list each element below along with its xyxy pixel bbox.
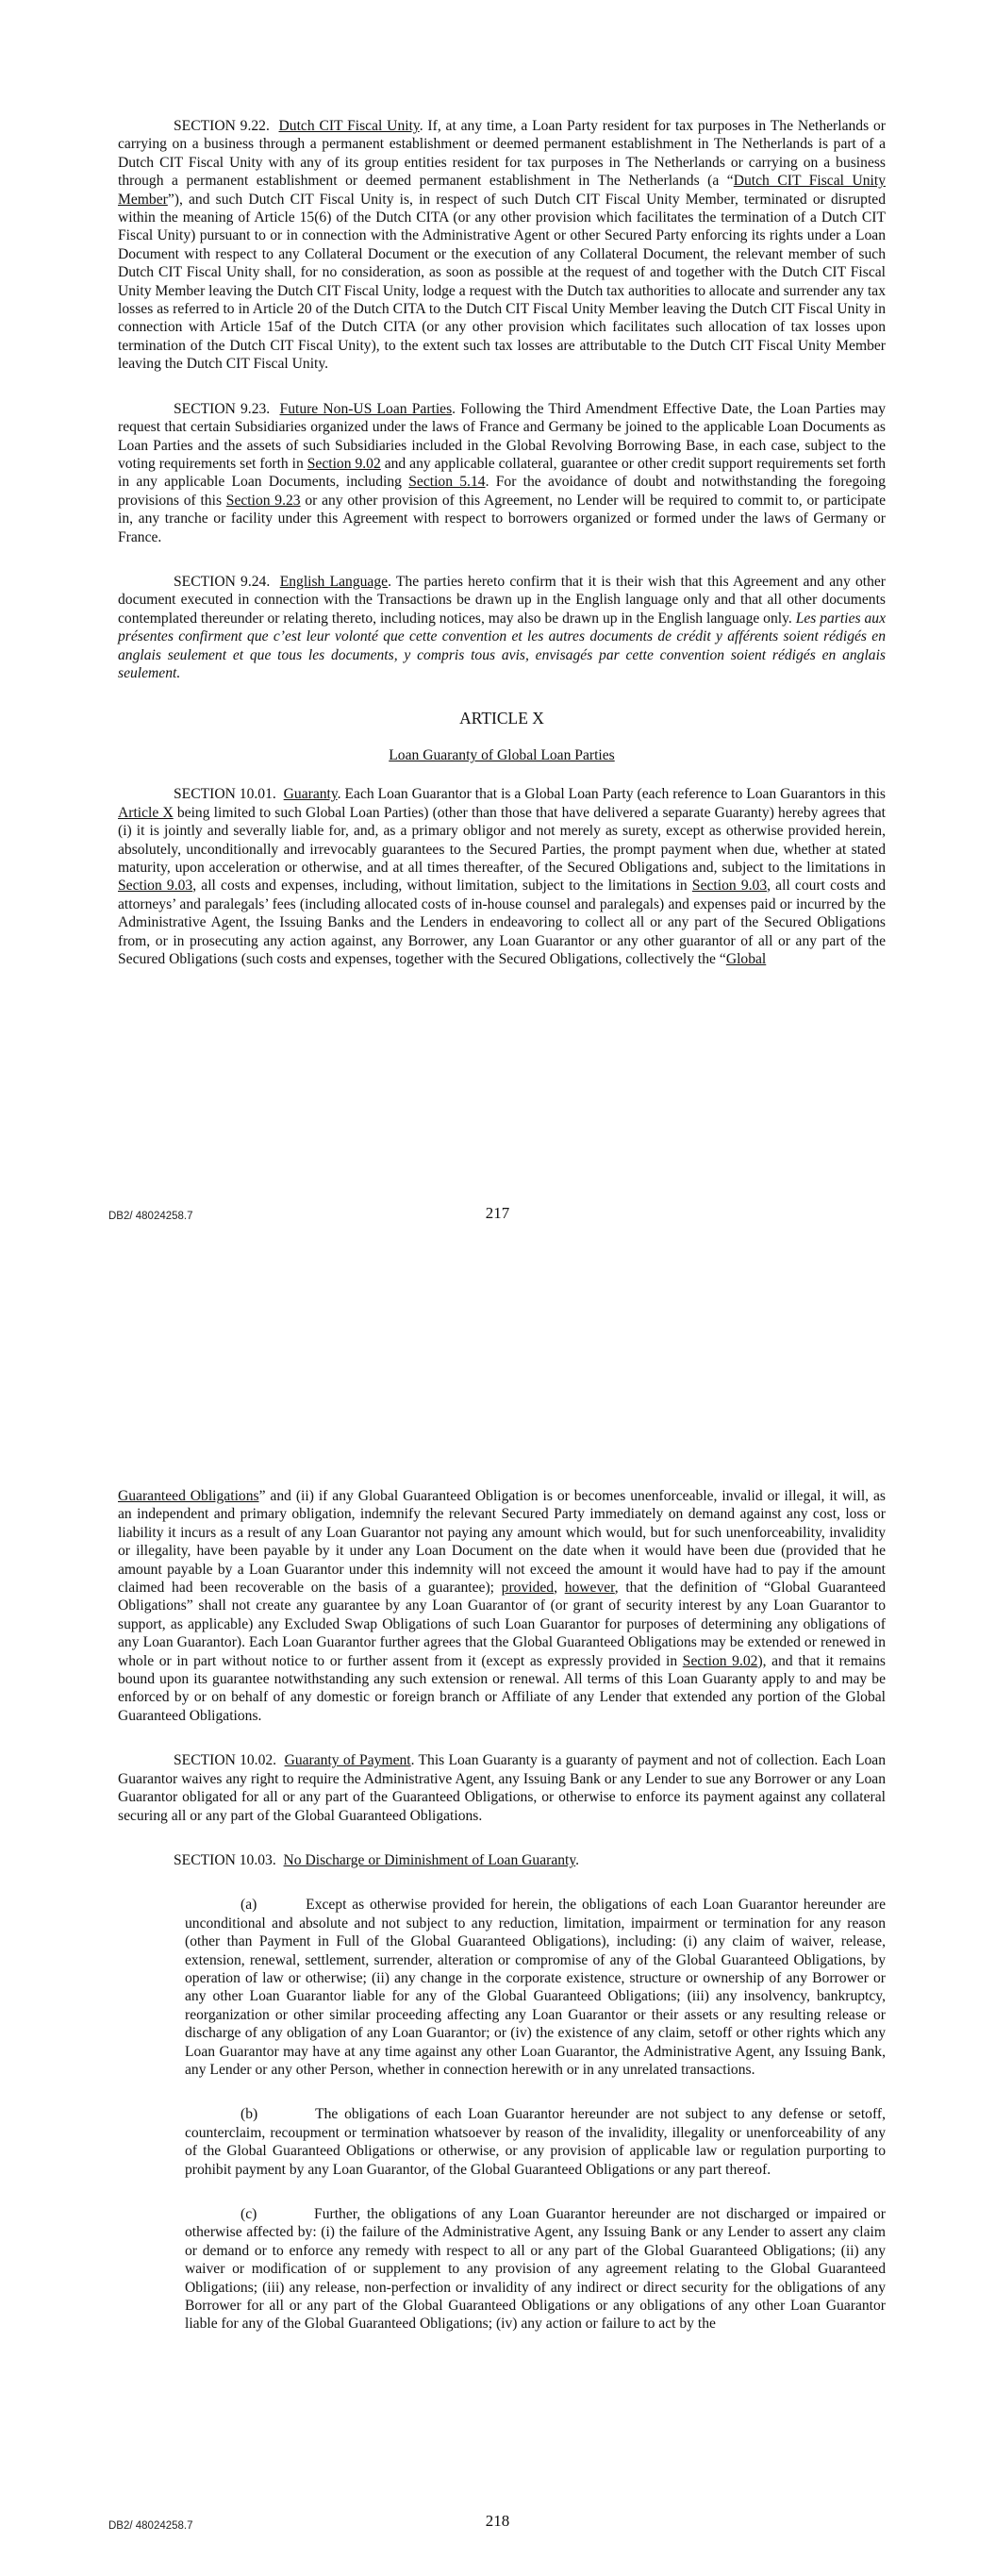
section-9-22-number: SECTION 9.22. — [174, 118, 270, 134]
section-10-02-text: . This Loan Guaranty is a guaranty of payment and not of collection. Each Loan Guarantor waives any right to require the Administrative Agent, any Issuing Bank or any Lender to sue any Borrower or any Loan Guarantor obligated for all or any part of the Guaranteed Obligations, or otherwise to enforce its payment against any collateral securing all or any part of the Global Guaranteed Obligations. — [118, 1752, 886, 1824]
section-10-01-cont-text-1: ” and (ii) if any Global Guaranteed Obligation is or becomes unenforceable, invalid or illegal, it will, as an independent and primary obligation, indemnify the relevant Secured Party immediately on demand against any cost, loss or liability it incurs as a result of any Loan Guarantor not paying any amount which would, but for such unenforceability, invalidity or illegality, have been payable by it under any Loan Document on the date when it would have been due (provided that he amount payable by a Loan Guarantor under this indemnity will not exceed the amount it would have had to pay if the amount claimed had been recoverable on the basis of a guarantee); — [118, 1488, 886, 1597]
page-218 — [0, 1288, 995, 2576]
cross-ref-article-x: Article X — [118, 804, 174, 821]
cross-ref-section-9-23: Section 9.23 — [225, 492, 301, 509]
section-10-01-text-4: , all court costs and attorneys’ and paralegals’ fees (including allocated costs of in-house counsel and paralegals) and expenses paid or incurred by the Administrative Agent, the Issuing Banks and the Lenders in endeavoring to collect all or any part of the Secured Obligations from, or in prosecuting any action against, any Borrower, any Loan Guarantor or any other guarantor of all or any part of the Secured Obligations (such costs and expenses, together with the Secured Obligations, collectively the “ — [118, 878, 886, 968]
section-10-01-number: SECTION 10.01. — [174, 786, 276, 803]
clause-a-text: Except as otherwise provided for herein, the obligations of each Loan Guarantor hereunder are unconditional and absolute and not subject to any reduction, limitation, impairment or termination for any reason (other than Payment in Full of the Global Guaranteed Obligations), including: (i) any claim of waiver, release, extension, renewal, settlement, surrender, alteration or compromise of any of the Global Guaranteed Obligations, by operation of law or otherwise; (ii) any change in the corporate existence, structure or ownership of any Borrower or any other Loan Guarantor liable for any of the Global Guaranteed Obligations; (iii) any insolvency, bankruptcy, reorganization or other similar proceeding affecting any Loan Guarantor or their assets or any resulting release or discharge of any obligation of any Loan Guarantor; or (iv) the existence of any claim, setoff or other rights which any Loan Guarantor may have at any time against any other Loan Guarantor, the Administrative Agent, any Issuing Bank, any Lender or any other Person, whether in connection herewith or in any unrelated transactions. — [185, 1897, 886, 2078]
section-9-24-text-1: . The parties hereto confirm that it is their wish that this Agreement and any other document executed in connection with the Transactions be drawn up in the English language only and that all other documents contemplated thereunder or relating thereto, including notices, may also be drawn up in the English language only. — [118, 573, 887, 627]
clause-c — [118, 2205, 886, 2333]
section-9-23-text-4: or any other provision of this Agreement, no Lender will be required to commit to, or participate in, any tranche or facility under this Agreement with respect to borrowers organized or formed under the laws of Germany or France. — [118, 492, 887, 545]
clause-a — [118, 1896, 886, 2079]
clause-c-text: Further, the obligations of any Loan Guarantor hereunder are not discharged or impaired or otherwise affected by: (i) the failure of the Administrative Agent, any Issuing Bank or any Lender to assert any claim or demand or to enforce any remedy with respect to all or any part of the Global Guaranteed Obligations; (ii) any waiver or modification of or supplement to any provision of any agreement relating to the Global Guaranteed Obligations; (iii) any release, non-perfection or invalidity of any indirect or direct security for the obligations of any Borrower for all or any part of the Global Guaranteed Obligations or any obligations of any other Loan Guarantor liable for any of the Global Guaranteed Obligations; (iv) any action or failure to act by the — [185, 2206, 886, 2333]
section-9-24-french-text: Les parties aux présentes confirment que c’est leur volonté que cette convention et les autres documents de crédit y afférents soient rédigés en anglais seulement et que tous les documents, y compris tous avis, envisagés par cette convention soient rédigés en anglais seulement. — [118, 610, 886, 681]
section-9-23-text-2: and any applicable collateral, guarantee or other credit support requirements set forth in any applicable Loan Documents, including — [118, 455, 887, 491]
document-id-footer: DB2/ 48024258.7 — [108, 1211, 193, 1222]
clause-a-label: (a) — [240, 1897, 257, 1914]
section-9-22-text-2: ”), and such Dutch CIT Fiscal Unity is, in respect of such Dutch CIT Fiscal Unity Member, terminated or disrupted within the meaning of Article 15(6) of the Dutch CITA (or any other provision which facilitates the termination of a Dutch CIT Fiscal Unity) pursuant to or in connection with the Administrative Agent or other Secured Party enforcing its rights under a Loan Document with respect to any Collateral Document or the execution of any Collateral Document, the relevant member of such Dutch CIT Fiscal Unity shall, for no consideration, as soon as possible at the request of and together with the Dutch CIT Fiscal Unity Member leaving the Dutch CIT Fiscal Unity, lodge a request with the Dutch tax authorities to allocate and surrender any tax losses as referred to in Article 20 of the Dutch CITA to the Dutch CIT Fiscal Unity Member leaving the Dutch CIT Fiscal Unity in connection with Article 15af of the Dutch CITA (or any other provision which facilitates such allocation of tax losses upon termination of the Dutch CIT Fiscal Unity), to the extent such tax losses are attributable to the Dutch CIT Fiscal Unity Member leaving the Dutch CIT Fiscal Unity. — [118, 191, 886, 373]
defined-term-guaranteed-obligations: Guaranteed Obligations — [118, 1488, 259, 1504]
cross-ref-section-9-03-b: Section 9.03 — [691, 878, 768, 895]
section-9-23-number: SECTION 9.23. — [174, 400, 271, 417]
section-9-22-title: Dutch CIT Fiscal Unity — [278, 118, 420, 134]
section-10-03-number: SECTION 10.03. — [174, 1851, 276, 1868]
section-10-01-continued — [118, 1487, 886, 1725]
section-10-01-cont-text-3: ), and that it remains bound upon its guarantee notwithstanding any such extension or renewal. All terms of this Loan Guaranty apply to and may be enforced by or on behalf of any domestic or foreign branch or Affiliate of any Lender that extended any portion of the Global Guaranteed Obligations. — [118, 1652, 886, 1724]
section-9-23 — [118, 400, 886, 546]
section-10-01-cont-text-2: , that the definition of “Global Guaranteed Obligations” shall not create any guarantee by any Loan Guarantor of (or grant of security interest by any Loan Guarantor to support, as applicable) any Excluded Swap Obligations of such Loan Guarantor for purposes of determining any obligations of any Loan Guarantor). Each Loan Guarantor further agrees that the Global Guaranteed Obligations may be extended or renewed in whole or in part without notice to or further assent from it (except as expressly provided in — [118, 1580, 887, 1669]
section-10-02 — [118, 1751, 886, 1825]
cross-ref-section-9-02: Section 9.02 — [307, 455, 381, 472]
article-subheading-text: Loan Guaranty of Global Loan Parties — [389, 747, 615, 764]
section-9-23-text-3: . For the avoidance of doubt and notwithstanding the foregoing provisions of this — [118, 474, 887, 509]
proviso-provided: provided — [501, 1580, 555, 1597]
clause-b-text: The obligations of each Loan Guarantor hereunder are not subject to any defense or setoff, counterclaim, recoupment or termination whatsoever by reason of the invalidity, illegality or unenforceability of any of the Global Guaranteed Obligations or otherwise, or any provision of applicable law or regulation purporting to prohibit payment by any Loan Guarantor, of the Global Guaranteed Obligations or any part thereof. — [185, 2106, 886, 2178]
document-id-footer: DB2/ 48024258.7 — [108, 2520, 193, 2532]
section-10-02-number: SECTION 10.02. — [174, 1752, 277, 1769]
section-9-23-text-1: . Following the Third Amendment Effective Date, the Loan Parties may request that certain Subsidiaries organized under the laws of France and Germany be joined to the applicable Loan Documents as Loan Parties and the assets of such Subsidiaries included in the Global Revolving Borrowing Base, in each case, subject to the voting requirements set forth in — [118, 400, 886, 472]
section-9-22 — [118, 117, 886, 374]
clause-b — [118, 2105, 886, 2179]
section-10-01-title: Guaranty — [283, 786, 338, 803]
page-number: 218 — [485, 2512, 510, 2530]
section-9-22-text-1: . If, at any time, a Loan Party resident for tax purposes in The Netherlands or carrying on a business through a permanent establishment or deemed permanent establishment in The Netherlands is part of a Dutch CIT Fiscal Unity with any of its group entities resident for tax purposes in The Netherlands or carrying on a business through a permanent establishment or deemed permanent establishment in The Netherlands (a “ — [118, 118, 886, 190]
cross-ref-section-5-14: Section 5.14 — [408, 474, 486, 491]
section-10-03 — [118, 1851, 886, 1869]
section-9-24-number: SECTION 9.24. — [174, 573, 271, 590]
page-218-body — [118, 1487, 886, 2360]
section-10-02-title: Guaranty of Payment — [284, 1752, 411, 1769]
section-10-03-period: . — [575, 1851, 580, 1868]
clause-c-label: (c) — [240, 2206, 257, 2222]
defined-term-dutch-cit-fiscal-unity-member: Dutch CIT Fiscal Unity Member — [118, 173, 886, 208]
section-10-01-text-1: . Each Loan Guarantor that is a Global Loan Party (each reference to Loan Guarantors in this — [337, 786, 886, 803]
clause-b-label: (b) — [240, 2106, 258, 2123]
defined-term-global-start: Global — [725, 951, 767, 968]
article-heading: ARTICLE X — [459, 709, 544, 728]
section-10-03-title: No Discharge or Diminishment of Loan Guaranty — [283, 1851, 576, 1868]
proviso-comma: , — [554, 1580, 565, 1597]
section-9-24-title: English Language — [279, 573, 389, 590]
page-number: 217 — [485, 1204, 510, 1222]
cross-ref-section-9-02-b: Section 9.02 — [682, 1652, 758, 1669]
section-9-23-title: Future Non-US Loan Parties — [279, 400, 453, 417]
page-217-body — [118, 117, 886, 995]
article-subheading — [118, 747, 886, 764]
section-10-01 — [118, 785, 886, 968]
cross-ref-section-9-03-a: Section 9.03 — [118, 878, 193, 895]
proviso-however: however — [564, 1580, 615, 1597]
section-10-01-text-3: , all costs and expenses, including, without limitation, subject to the limitations in — [192, 878, 692, 895]
section-10-01-text-2: being limited to such Global Loan Parties) (other than those that have delivered a separate Guaranty) hereby agrees that (i) it is jointly and severally liable for, and, as a primary obligor and not merely as surety, except as otherwise provided herein, absolutely, unconditionally and irrevocably guarantees to the Secured Parties, the prompt payment when due, whether at stated maturity, upon acceleration or otherwise, and at all times thereafter, of the Secured Obligations and, subject to the limitations in — [118, 804, 886, 876]
section-9-24 — [118, 573, 886, 682]
